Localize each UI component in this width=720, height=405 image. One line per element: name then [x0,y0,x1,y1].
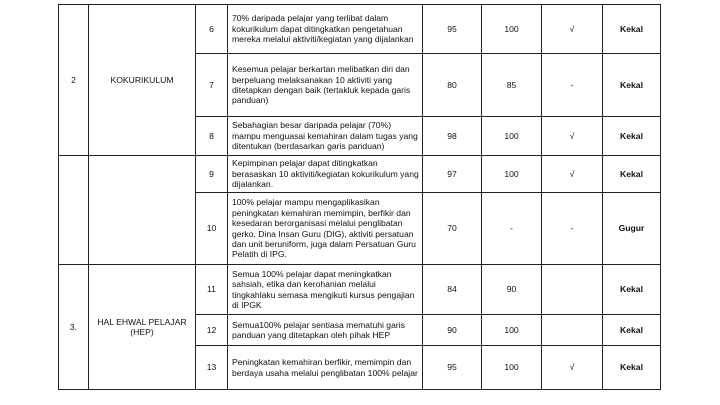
row-mark [542,315,603,346]
row-mark: √ [542,117,603,156]
row-number: 8 [196,117,228,156]
row-target-value: 95 [423,346,482,390]
row-number: 7 [196,54,228,117]
row-number: 6 [196,5,228,54]
row-target-value: 90 [423,315,482,346]
section-number: 3. [59,265,89,390]
row-achievement-value: 100 [482,346,542,390]
row-target-value: 98 [423,117,482,156]
row-mark: - [542,193,603,265]
row-achievement-value: 100 [482,5,542,54]
row-description: Peningkatan kemahiran berfikir, memimpin dan berdaya usaha melalui penglibatan 100% pelajar [228,346,423,390]
table-row [59,265,661,315]
row-achievement-value: 100 [482,117,542,156]
row-achievement-value: 100 [482,315,542,346]
row-status: Kekal [603,265,661,315]
section-name [89,156,196,265]
row-status: Kekal [603,54,661,117]
section-number: 2 [59,5,89,156]
row-status: Kekal [603,315,661,346]
row-mark: - [542,54,603,117]
row-status: Gugur [603,193,661,265]
table-row [59,156,661,193]
row-description: Semua100% pelajar sentiasa mematuhi garis panduan yang ditetapkan oleh pihak HEP [228,315,423,346]
row-achievement-value: 85 [482,54,542,117]
row-description: Kesemua pelajar berkartan melibatkan diri dan berpeluang melaksanakan 10 aktiviti yang ditetapkan dengan baik (tertakluk kepada garis panduan) [228,54,423,117]
row-number: 13 [196,346,228,390]
row-target-value: 97 [423,156,482,193]
row-mark: √ [542,346,603,390]
row-number: 9 [196,156,228,193]
row-target-value: 84 [423,265,482,315]
row-description: Kepimpinan pelajar dapat ditingkatkan berasaskan 10 aktiviti/kegiatan kokurikulum yang dijalankan. [228,156,423,193]
row-achievement-value: 90 [482,265,542,315]
row-status: Kekal [603,117,661,156]
row-description: 70% daripada pelajar yang terlibat dalam kokurikulum dapat ditingkatkan pengetahuan mereka melalui aktiviti/kegiatan yang dijalankan [228,5,423,54]
row-mark: √ [542,156,603,193]
section-name: HAL EHWAL PELAJAR (HEP) [89,265,196,390]
row-status: Kekal [603,156,661,193]
section-name: KOKURIKULUM [89,5,196,156]
row-target-value: 80 [423,54,482,117]
row-description: Sebahagian besar daripada pelajar (70%) mampu menguasai kemahiran dalam tugas yang ditentukan (berdasarkan garis panduan) [228,117,423,156]
row-achievement-value: - [482,193,542,265]
row-achievement-value: 100 [482,156,542,193]
table-row [59,5,661,54]
row-status: Kekal [603,346,661,390]
row-description: 100% pelajar mampu mengaplikasikan peningkatan kemahiran memimpin, berfikir dan kesedaran berorganisasi melalui penglibatan gerko, Dina Insan Guru (DIG), aktiviti persatuan dan unit beruniform, juga dalam Persatuan Guru Pelatih di IPG. [228,193,423,265]
row-status: Kekal [603,5,661,54]
targets-table [58,4,661,390]
section-number [59,156,89,265]
row-number: 10 [196,193,228,265]
row-mark: √ [542,5,603,54]
row-mark [542,265,603,315]
row-target-value: 95 [423,5,482,54]
row-target-value: 70 [423,193,482,265]
row-number: 11 [196,265,228,315]
row-number: 12 [196,315,228,346]
row-description: Semua 100% pelajar dapat meningkatkan sahsiah, etika dan kerohanian melalui tingkahlaku semasa mengikuti kursus pengajian di IPGK [228,265,423,315]
